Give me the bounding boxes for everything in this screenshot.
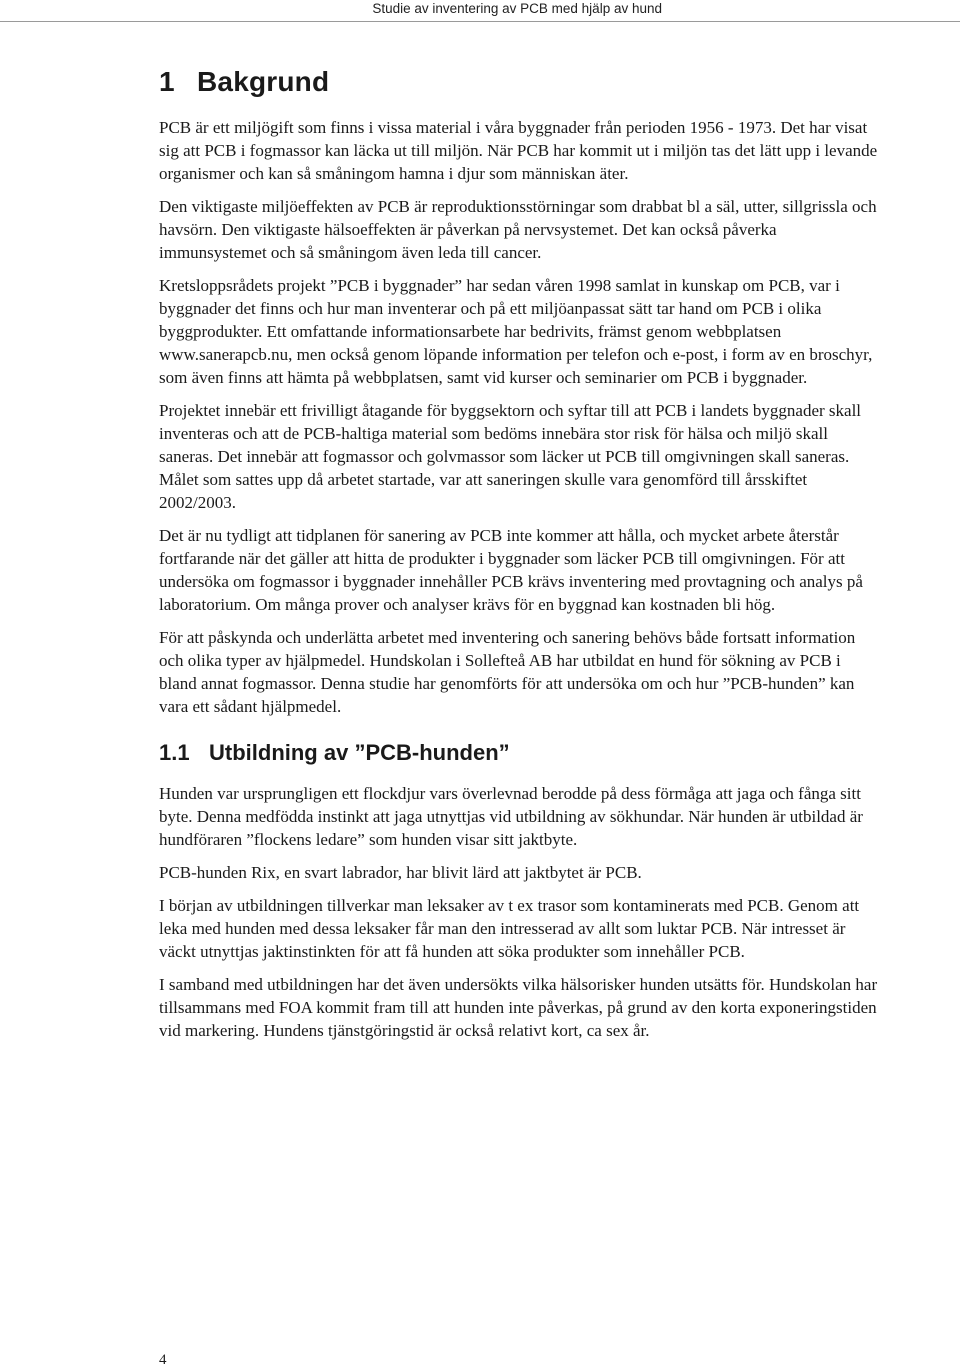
- subsection-title: Utbildning av ”PCB-hunden”: [209, 740, 510, 765]
- paragraph: PCB är ett miljögift som finns i vissa material i våra byggnader från perioden 1956 - 1973. Det har visat sig att PCB i fogmassor kan läcka ut till miljön. När PCB har kommit ut i miljön tas det lätt upp i levande organismer och kan så småningom hamna i djur som människan äter.: [159, 118, 878, 183]
- page-content: [159, 60, 879, 1052]
- paragraph: I början av utbildningen tillverkar man leksaker av t ex trasor som kontaminerats med PCB. Genom att leka med hunden med dessa leksaker får man den intresserad av allt som luktar PCB. När intresset är väckt utnyttjas jaktinstinkten för att få hunden att söka produkter som innehåller PCB.: [159, 896, 860, 961]
- paragraph: Det är nu tydligt att tidplanen för sanering av PCB inte kommer att hålla, och mycket arbete återstår fortfarande när det gäller att hitta de produkter i byggnader som läcker PCB till omgivningen. För att undersöka om fogmassor i byggnader innehåller PCB krävs inventering med provtagning och analys på laboratorium. Om många prover och analyser krävs för en byggnad kan kostnaden bli hög.: [159, 526, 863, 614]
- section-heading: [159, 60, 879, 104]
- paragraph: Den viktigaste miljöeffekten av PCB är reproduktionsstörningar som drabbat bl a säl, utter, sillgrissla och havsörn. Den viktigaste hälsoeffekten är påverkan på nervsystemet. Det kan också påverka immunsystemet och så småningom även leda till cancer.: [159, 197, 877, 262]
- header-divider: [0, 21, 960, 22]
- paragraph: Projektet innebär ett frivilligt åtagande för byggsektorn och syftar till att PCB i landets byggnader skall inventeras och att de PCB-haltiga material som bedöms innebära stor risk för hälsa och miljö skall saneras. Det innebär att fogmassor och golvmassor som läcker ut PCB till omgivningen skall saneras. Målet som sattes upp då arbetet startade, var att saneringen skulle vara genomförd till årsskiftet 2002/2003.: [159, 401, 862, 512]
- section-title: Bakgrund: [197, 66, 330, 97]
- paragraph: I samband med utbildningen har det även undersökts vilka hälsorisker hunden utsätts för. Hundskolan har tillsammans med FOA kommit fram till att hunden inte påverkas, på grund av den korta exponeringstiden vid markering. Hundens tjänstgöringstid är också relativt kort, ca sex år.: [159, 975, 878, 1040]
- running-header: Studie av inventering av PCB med hjälp av hund: [372, 1, 662, 16]
- page-number: 4: [159, 1352, 167, 1368]
- paragraph: Hunden var ursprungligen ett flockdjur vars överlevnad berodde på dess förmåga att jaga och fånga sitt byte. Denna medfödda instinkt att jaga utnyttjas vid utbildning av sökhundar. När hunden är utbildad är hundföraren ”flockens ledare” som hunden visar sitt jaktbyte.: [159, 784, 863, 849]
- section-number: 1: [159, 66, 175, 97]
- subsection-heading: [159, 736, 879, 770]
- paragraph: Kretsloppsrådets projekt ”PCB i byggnader” har sedan våren 1998 samlat in kunskap om PCB, var i byggnader det finns och hur man inventerar och på ett miljöanpassat sätt tar hand om PCB i olika byggprodukter. Ett omfattande informationsarbete har bedrivits, främst genom webbplatsen www.sanerapcb.nu, men också genom löpande information per telefon och e-post, i form av en broschyr, som även finns att hämta på webbplatsen, samt vid kurser och seminarier om PCB i byggnader.: [159, 276, 873, 387]
- paragraph: För att påskynda och underlätta arbetet med inventering och sanering behövs både fortsatt information och olika typer av hjälpmedel. Hundskolan i Sollefteå AB har utbildat en hund för sökning av PCB i bland annat fogmassor. Denna studie har genomförts för att undersöka om och hur ”PCB-hunden” kan vara ett sådant hjälpmedel.: [159, 628, 856, 716]
- paragraph: PCB-hunden Rix, en svart labrador, har blivit lärd att jaktbytet är PCB.: [159, 863, 642, 882]
- subsection-number: 1.1: [159, 740, 190, 765]
